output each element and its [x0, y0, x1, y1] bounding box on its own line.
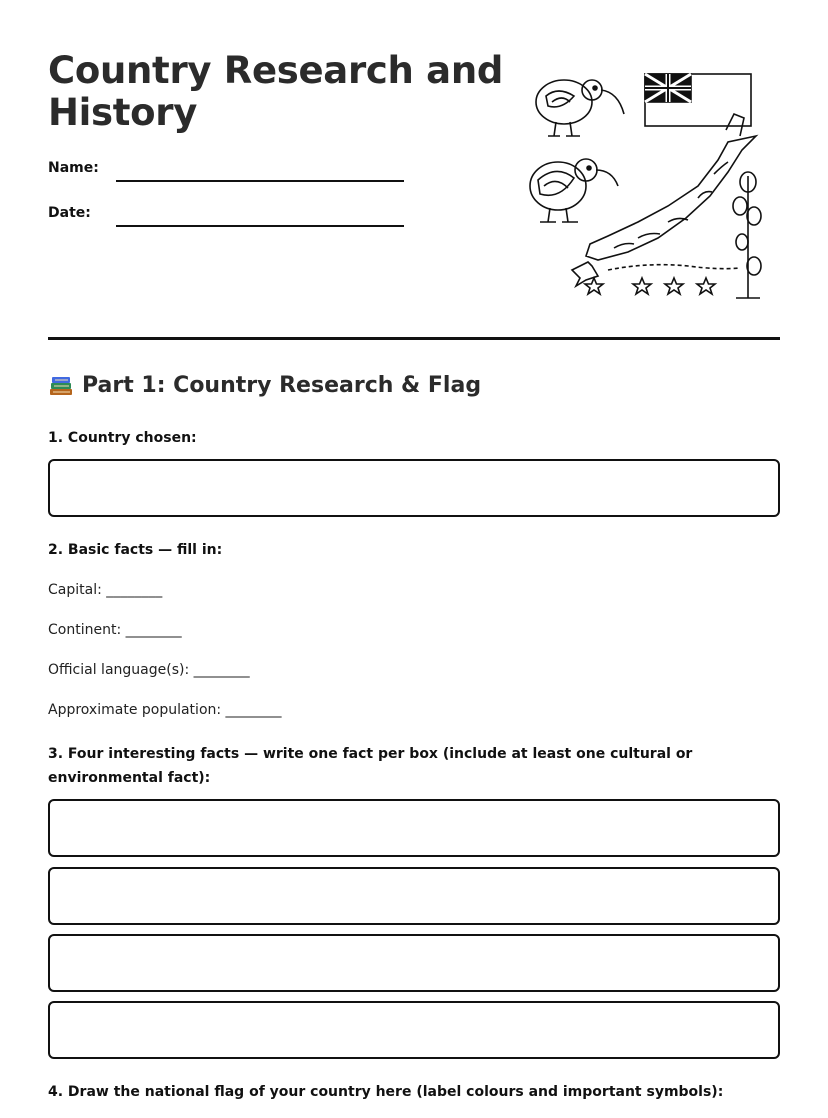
question-1-label: 1. Country chosen:	[48, 430, 197, 446]
country-chosen-box[interactable]	[48, 459, 780, 517]
name-input-line[interactable]	[116, 180, 404, 182]
kiwi-birds-and-map-drawing	[528, 66, 764, 302]
question-3-label: 3. Four interesting facts — write one fact per box (include at least one cultural or environmental fact):	[48, 746, 693, 786]
kiwi-bird-icon	[536, 80, 624, 136]
fern-plant-icon	[733, 172, 761, 298]
question-4-label: 4. Draw the national flag of your country here (label colours and important symbols):	[48, 1084, 724, 1100]
star-icons	[585, 278, 715, 294]
page-title: Country Research and History	[48, 49, 504, 134]
question-2-label: 2. Basic facts — fill in:	[48, 542, 223, 558]
part1-heading	[48, 372, 481, 398]
capital-line[interactable]: Capital: ________	[48, 582, 163, 598]
population-line[interactable]: Approximate population: ________	[48, 702, 282, 718]
date-field-row	[48, 205, 408, 229]
fact-box-4[interactable]	[48, 1001, 780, 1059]
fact-box-3[interactable]	[48, 934, 780, 992]
new-zealand-map-icon	[572, 114, 756, 286]
books-icon	[48, 372, 74, 398]
fact-box-2[interactable]	[48, 867, 780, 925]
name-label: Name:	[48, 160, 99, 176]
fact-box-1[interactable]	[48, 799, 780, 857]
official-language-line[interactable]: Official language(s): ________	[48, 662, 250, 678]
date-label: Date:	[48, 205, 91, 221]
name-field-row	[48, 160, 408, 184]
union-jack-icon	[645, 74, 691, 102]
route-dashed-line	[608, 265, 740, 270]
continent-line[interactable]: Continent: ________	[48, 622, 182, 638]
section-divider	[48, 337, 780, 340]
part1-heading-text: Part 1: Country Research & Flag	[82, 372, 482, 398]
date-input-line[interactable]	[116, 225, 404, 227]
kiwi-bird-icon	[530, 159, 618, 222]
